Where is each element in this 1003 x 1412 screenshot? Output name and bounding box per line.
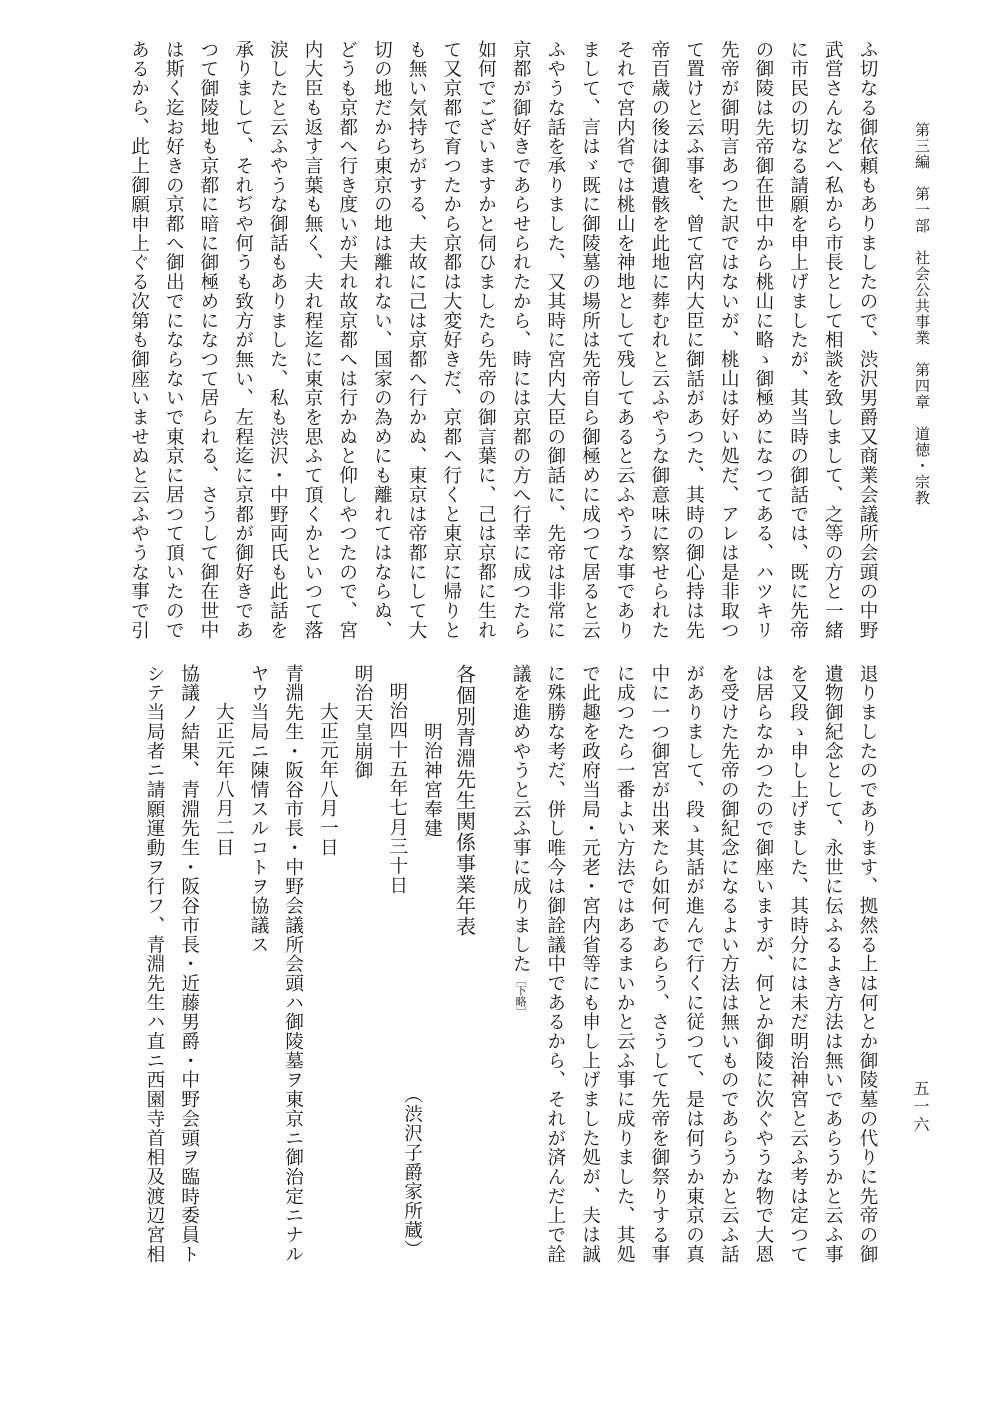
text-line: に殊勝な考だ、併し唯今は御詮議中であるから、それが済んだ上で詮 (544, 664, 566, 1264)
text-line: に成つたら一番よい方法ではあるまいかと云ふ事に成りました、其処 (614, 664, 636, 1264)
text-line: 帝百歳の後は御遺骸を此地に葬むれと云ふやうな御意味に察せられた (648, 40, 670, 640)
text-line: ふ切なる御依頼もありましたので、渋沢男爵又商業会議所会頭の中野 (857, 40, 878, 640)
text-line: 如何でございますかと伺ひましたら先帝の御言葉に、己は京都に生れ (475, 40, 497, 640)
table-title: 各個別青淵先生関係事業年表 (452, 664, 477, 937)
text-line: は斯く迄お好きの京都へ御出でにならないで東京に居つて頂いたので (163, 40, 185, 640)
table-event: 明治天皇崩御 (352, 664, 374, 781)
text-line: 涙したと云ふやうな御話もありました、私も渋沢・中野両氏も此話を (267, 40, 289, 640)
text-line: の御陵は先帝御在世中から桃山に略ゝ御極めになつてある、ハツキリ (752, 40, 774, 640)
text-line: 京都が御好きであらせられたから、時には京都の方へ行幸に成つたら (510, 40, 532, 640)
text-line: を又段ゝ申し上げました、其時分には未だ明治神宮と云ふ考は定つて (787, 664, 809, 1264)
table-subtitle: 明治神宮奉建 (421, 722, 443, 839)
text-line: ふやうな話を承りました、又其時に宮内大臣の御話に、先帝は非常に (544, 40, 566, 640)
table-event: ヤウ当局ニ陳情スルコトヲ協議ス (248, 664, 269, 955)
text-line: まして、言はゞ既に御陵墓の場所は先帝自ら御極めに成つて居ると云 (579, 40, 601, 640)
text-line: て置けと云ふ事を、曾て宮内大臣に御話があつた、其時の御心持は先 (683, 40, 705, 640)
text-line: も無い気持ちがする、夫故に己は京都へ行かぬ、東京は帝都にして大 (406, 40, 428, 640)
text-line: つて御陵地も京都に暗に御極めになつて居られる、さうして御在世中 (197, 40, 219, 640)
upper-text-block (60, 40, 876, 647)
text-line: 退りましたのであります、拠然る上は何とか御陵墓の代りに先帝の御 (857, 664, 878, 1264)
text-line: 先帝が御明言あつた訳ではないが、桃山は好い処だ、アレは是非取つ (718, 40, 740, 640)
text-line: に市民の切なる請願を申上げましたが、其当時の御話では、既に先帝 (787, 40, 809, 640)
table-date: 明治四十五年七月三十日 (386, 682, 408, 895)
text-line: て又京都で育つたから京都は大変好きだ、京都へ行くと東京に帰りと (440, 40, 462, 640)
text-line: がありまして、段ゝ其話が進んで行くに従つて、是は何うか東京の真 (683, 664, 705, 1264)
table-source: （渋沢子爵家所蔵） (401, 1085, 423, 1260)
omission-note: 〔下略〕 (514, 973, 528, 1018)
text-line: 中に一つ御宮が出来たら如何であらう、さうして先帝を御祭りする事 (648, 664, 670, 1264)
text-line: どうも京都へ行き度いが夫れ故京都へは行かぬと仰しやつたので、宮 (336, 40, 358, 640)
text-line: 内大臣も返す言葉も無く、夫れ程迄に東京を思ふて頂くかといつて落 (302, 40, 323, 640)
text-line: 遺物御紀念として、永世に伝ふるよき方法は無いであらうかと云ふ事 (822, 664, 844, 1264)
lower-text-block (50, 664, 876, 1364)
table-date: 大正元年八月一日 (317, 702, 339, 857)
text-line: は居らなかつたので御座いますが、何とか御陵に次ぐやうな物で大恩 (752, 664, 774, 1264)
text-line: 切の地だから東京の地は離れない、国家の為めにも離れてはならぬ、 (371, 40, 393, 640)
text-line: で此趣を政府当局・元老・宮内省等にも申し上げました処が、夫は誠 (579, 664, 601, 1264)
text-line-body: 議を進めやうと云ふ事に成りました (510, 664, 532, 974)
text-line: 武営さんなどへ私から市長として相談を致しまして、之等の方と一緒 (822, 40, 844, 640)
section-gap (474, 664, 494, 1364)
text-line: それで宮内省では桃山を神地として残してあると云ふやうな事であり (614, 40, 636, 640)
page-number: 五一六 (911, 1080, 930, 1134)
text-line: を受けた先帝の御紀念になるよい方法は無いものであらうかと云ふ話 (718, 664, 740, 1264)
text-line: あるから、此上御願申上ぐる次第も御座いませぬと云ふやうな事で引 (128, 40, 150, 640)
table-date: 大正元年八月二日 (213, 702, 235, 857)
table-event: 協議ノ結果、青淵先生・阪谷市長・近藤男爵・中野会頭ヲ臨時委員ト (178, 664, 200, 1264)
text-line: 承りまして、それぢや何うも致方が無い、左程迄に京都が御好きであ (232, 40, 254, 640)
running-head: 第三編 第一部 社会公共事業 第四章 道徳・宗教 (913, 122, 931, 506)
table-event: シテ当局者ニ請願運動ヲ行フ、青淵先生ハ直ニ西園寺首相及渡辺宮相 (143, 664, 165, 1264)
text-line-last (511, 664, 530, 1364)
table-event: 青淵先生・阪谷市長・中野会議所会頭ハ御陵墓ヲ東京ニ御治定ニナル (282, 664, 304, 1264)
